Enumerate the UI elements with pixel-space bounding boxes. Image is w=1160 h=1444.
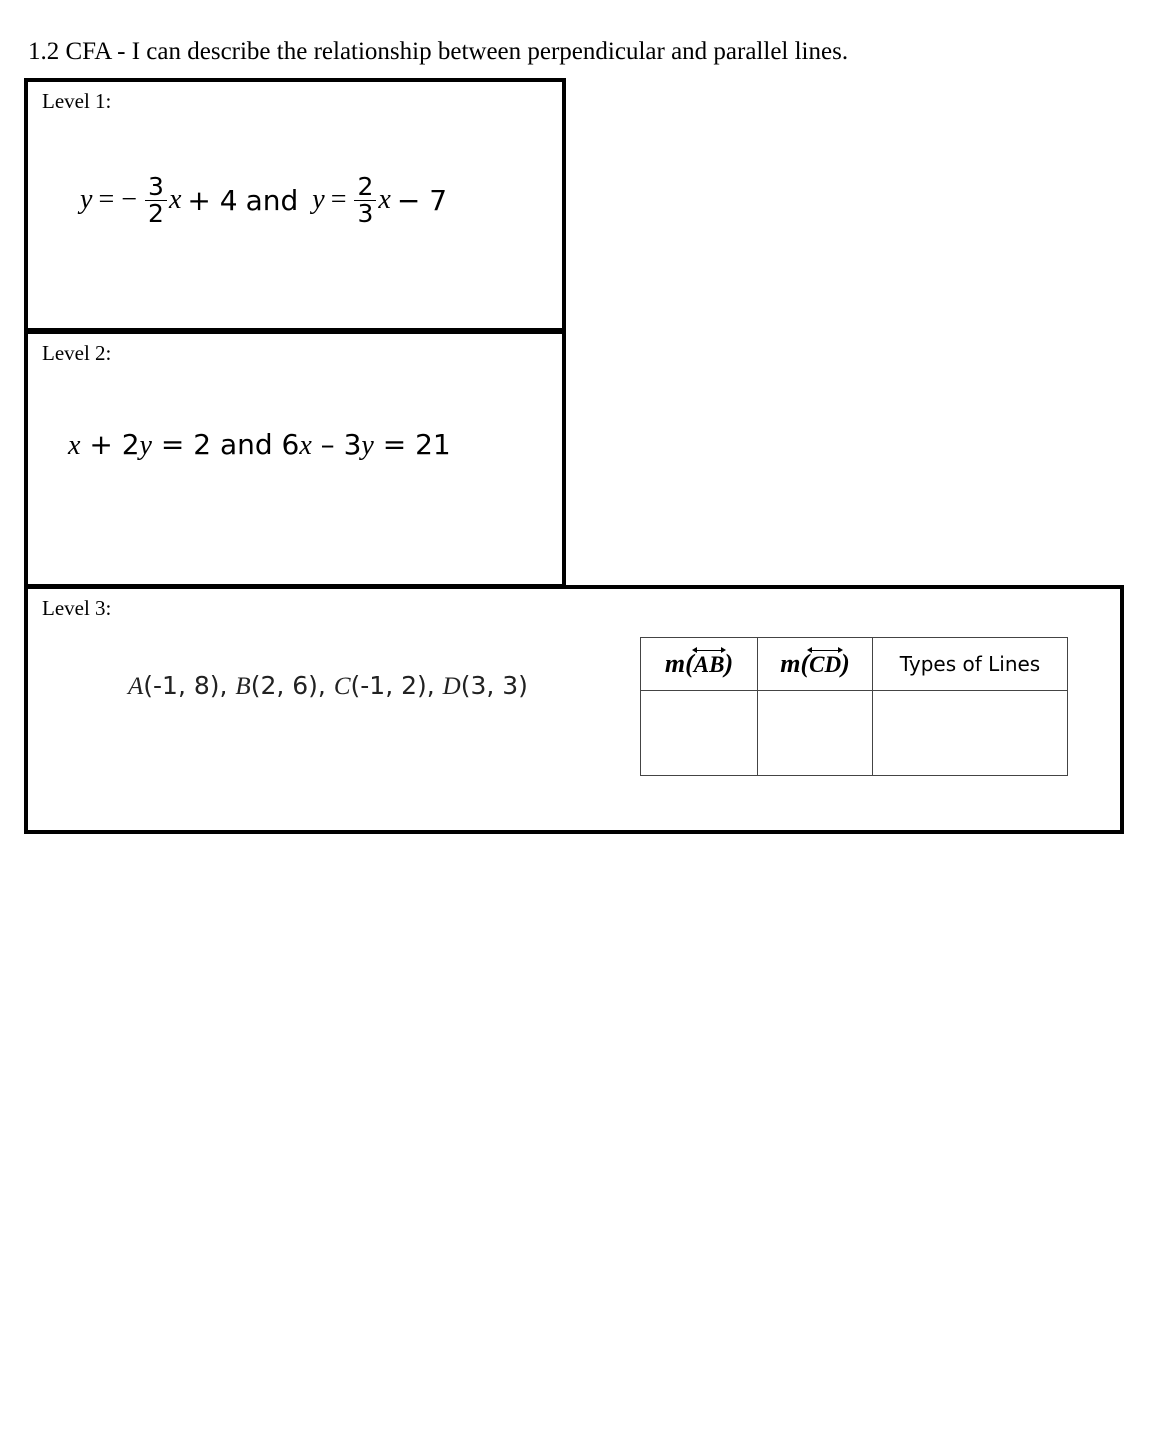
level-2-box xyxy=(24,330,566,588)
eq1b-fraction xyxy=(354,171,376,228)
point-a-coords: (-1, 8) xyxy=(143,671,220,700)
point-a-name: A xyxy=(128,673,144,700)
header-slope-ab: m( AB) xyxy=(641,638,758,691)
eq1b-lhs: y xyxy=(312,184,325,215)
level-2-equations xyxy=(68,428,451,462)
point-c-coords: (-1, 2) xyxy=(350,671,427,700)
eq2b-x: x xyxy=(299,430,312,461)
level-3-box xyxy=(24,585,1124,834)
eq2a-y: y xyxy=(139,430,152,461)
eq2b-end: = 21 xyxy=(373,428,451,461)
level-3-label: Level 3: xyxy=(42,596,112,620)
answer-cell-slope-ab[interactable] xyxy=(641,691,758,776)
header-types-of-lines: Types of Lines xyxy=(873,638,1068,691)
eq2b-start: 6 xyxy=(272,428,300,461)
eq2a-x: x xyxy=(68,430,81,461)
eq1b-numerator: 2 xyxy=(357,171,374,201)
eq1a-denominator: 2 xyxy=(148,198,164,228)
eq1a-fraction xyxy=(145,171,167,228)
eq1a-var: x xyxy=(168,184,182,215)
eq1a-tail: + 4 xyxy=(187,183,238,217)
point-d-name: D xyxy=(442,673,461,700)
header-slope-cd: m( CD) xyxy=(758,638,873,691)
point-d-coords: (3, 3) xyxy=(460,671,528,700)
slope-ab-m: m xyxy=(664,649,686,678)
slope-table-answer-row xyxy=(641,691,1068,776)
segment-ab: AB xyxy=(693,652,725,677)
page-title: 1.2 CFA - I can describe the relationship between perpendicular and parallel lines. xyxy=(28,38,849,65)
eq2b-mid: – 3 xyxy=(311,428,362,461)
eq1b-denominator: 3 xyxy=(357,198,374,228)
level-2-label: Level 2: xyxy=(42,341,112,365)
level-1-box xyxy=(24,78,566,332)
point-b-name: B xyxy=(235,673,251,700)
eq1b-var: x xyxy=(378,184,391,215)
point-c-name: C xyxy=(333,673,351,700)
eq1-join: and xyxy=(245,183,299,217)
eq1a-lhs: y xyxy=(80,184,93,215)
level-3-points: A(-1, 8), B(2, 6), C(-1, 2), D(3, 3) xyxy=(128,671,528,700)
point-b-coords: (2, 6) xyxy=(250,671,318,700)
slope-table xyxy=(640,637,1068,776)
eq2a-mid: + 2 xyxy=(80,428,140,461)
answer-cell-types-of-lines[interactable] xyxy=(873,691,1068,776)
eq2b-y: y xyxy=(361,430,374,461)
slope-table-header-row xyxy=(641,638,1068,691)
answer-cell-slope-cd[interactable] xyxy=(758,691,873,776)
eq1a-equals: = − xyxy=(98,184,138,215)
segment-cd: CD xyxy=(809,652,842,677)
eq2a-end: = 2 xyxy=(151,428,220,461)
eq1a-numerator: 3 xyxy=(148,171,164,201)
eq2-join: and xyxy=(219,428,273,461)
level-1-equations xyxy=(80,160,447,240)
level-1-label: Level 1: xyxy=(42,89,112,113)
eq1b-equals: = xyxy=(330,184,347,215)
slope-cd-m: m xyxy=(780,649,801,678)
eq1b-tail: − 7 xyxy=(396,183,448,217)
